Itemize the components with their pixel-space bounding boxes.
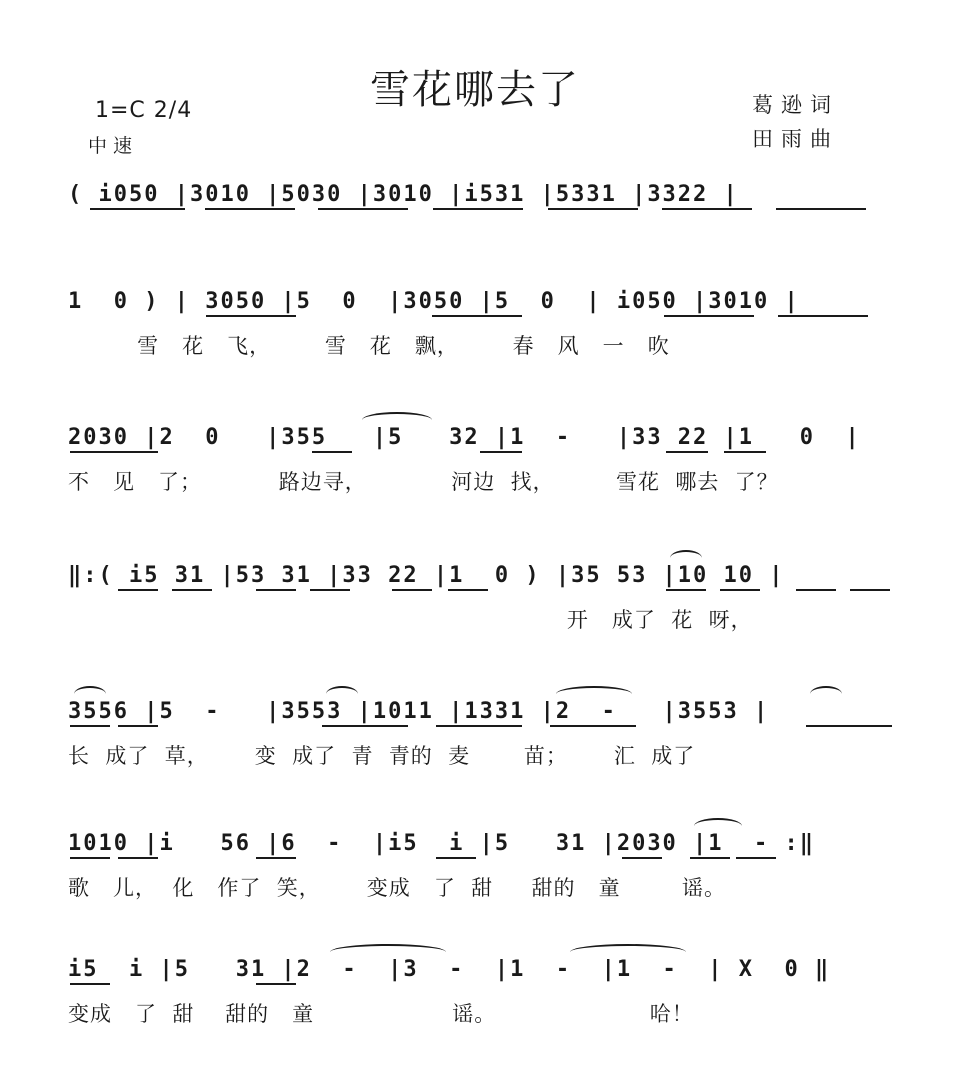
lyrics-row-6: 歌 儿， 化 作了 笑， 变成 了 甜 甜的 童 谣。 — [68, 876, 726, 900]
beam-line — [90, 208, 185, 210]
beam-line — [205, 208, 295, 210]
beam-line — [550, 725, 636, 727]
beam-line — [70, 451, 158, 453]
notation-row-2: 1 0 ) | 3050 |5 0 |3050 |5 0 | i050 |3010 | — [68, 289, 800, 314]
notation-row-4: ‖:( i5 31 |53 31 |33 22 |1 0 ) |35 53 |10 10 | — [68, 563, 785, 588]
beam-line — [118, 589, 158, 591]
beam-line — [322, 725, 408, 727]
notation-row-6: 1010 |i 56 |6 - |i5 i |5 31 |2030 |1 - :‖ — [68, 831, 816, 856]
beam-line — [776, 208, 866, 210]
notation-row-3: 2030 |2 0 |355 |5 32 |1 - |33 22 |1 0 | — [68, 425, 861, 450]
tie-slur — [694, 818, 742, 834]
lyrics-row-3: 不 见 了； 路边寻， 河边 找， 雪花 哪去 了？ — [68, 470, 779, 494]
tie-slur — [330, 944, 446, 960]
beam-line — [118, 857, 158, 859]
beam-line — [666, 451, 708, 453]
tempo-marking: 中速 — [88, 135, 139, 157]
tie-slur — [556, 686, 632, 702]
beam-line — [806, 725, 892, 727]
beam-line — [724, 451, 766, 453]
beam-line — [172, 589, 212, 591]
beam-line — [256, 589, 296, 591]
tie-slur — [362, 412, 432, 428]
key-signature: 1=C 2/4 — [95, 98, 193, 123]
beam-line — [664, 315, 754, 317]
beam-line — [666, 589, 706, 591]
beam-line — [796, 589, 836, 591]
beam-line — [778, 315, 868, 317]
tie-slur — [570, 944, 686, 960]
beam-line — [480, 451, 522, 453]
notation-row-1: ( i050 |3010 |5030 |3010 |i531 |5331 |3322 | — [68, 182, 739, 207]
beam-line — [70, 983, 110, 985]
lyrics-row-7: 变成 了 甜 甜的 童 谣。 哈！ — [68, 1002, 694, 1026]
beam-line — [256, 983, 296, 985]
composer-credit: 田雨曲 — [752, 127, 839, 151]
beam-line — [548, 208, 638, 210]
beam-line — [736, 857, 776, 859]
beam-line — [70, 857, 110, 859]
lyrics-row-5: 长 成了 草， 变 成了 青 青的 麦 苗； 汇 成了 — [68, 744, 696, 768]
beam-line — [432, 315, 522, 317]
beam-line — [312, 451, 352, 453]
beam-line — [433, 208, 523, 210]
lyrics-row-4: 开 成了 花 呀， — [68, 608, 753, 632]
beam-line — [690, 857, 730, 859]
beam-line — [392, 589, 432, 591]
song-title: 雪花哪去了 — [370, 67, 580, 113]
beam-line — [436, 857, 476, 859]
tie-slur — [326, 686, 358, 702]
tie-slur — [670, 550, 702, 566]
tie-slur — [810, 686, 842, 702]
beam-line — [318, 208, 408, 210]
beam-line — [850, 589, 890, 591]
notation-row-7: i5 i |5 31 |2 - |3 - |1 - |1 - | X 0 ‖ — [68, 957, 831, 982]
lyricist-credit: 葛逊词 — [752, 93, 839, 117]
beam-line — [622, 857, 662, 859]
beam-line — [310, 589, 350, 591]
beam-line — [662, 208, 752, 210]
beam-line — [70, 725, 110, 727]
beam-line — [448, 589, 488, 591]
beam-line — [256, 857, 296, 859]
beam-line — [118, 725, 158, 727]
beam-line — [720, 589, 760, 591]
beam-line — [436, 725, 522, 727]
notation-row-5: 3556 |5 - |3553 |1011 |1331 |2 - |3553 | — [68, 699, 770, 724]
beam-line — [206, 315, 296, 317]
lyrics-row-2: 雪 花 飞， 雪 花 飘， 春 风 一 吹 — [68, 334, 670, 358]
tie-slur — [74, 686, 106, 702]
